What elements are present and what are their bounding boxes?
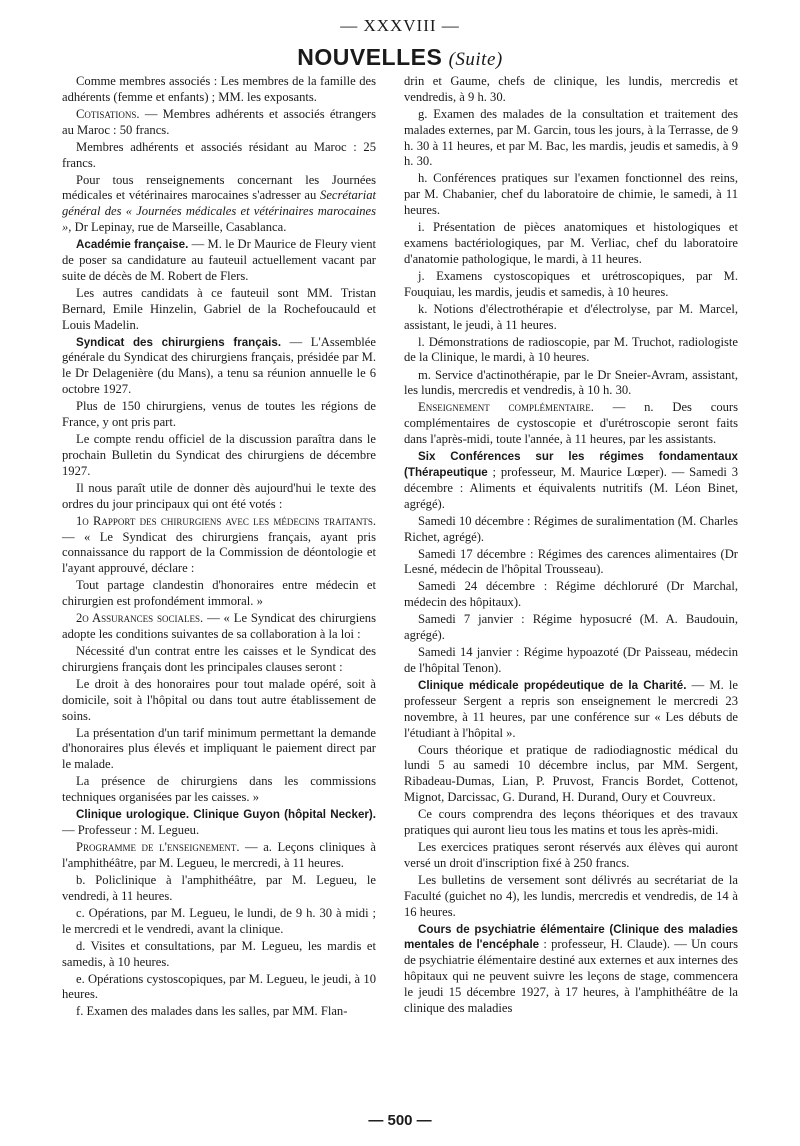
paragraph: d. Visites et consultations, par M. Legueu, les mardis et samedis, à 10 heures. — [62, 938, 376, 969]
paragraph: Il nous paraît utile de donner dès aujourd'hui le texte des ordres du jour principaux qui ont été votés : — [62, 480, 376, 511]
paragraph: 2o Assurances sociales. — « Le Syndicat des chirurgiens adopte les conditions suivantes de sa collaboration à la loi : — [62, 611, 376, 641]
paragraph: Programme de l'enseignement. — a. Leçons cliniques à l'amphithéâtre, par M. Legueu, le mercredi, à 11 heures. — [62, 840, 377, 870]
paragraph: La présence de chirurgiens dans les commissions techniques organisées par les caisses. » — [62, 774, 376, 805]
section-title — [0, 44, 800, 71]
paragraph: Samedi 24 décembre : Régime déchloruré (Dr Marchal, médecin des hôpitaux). — [404, 579, 738, 610]
paragraph: m. Service d'actinothérapie, par le Dr Sneier-Avram, assistant, les lundis, mercredis et vendredis, à 10 h. 30. — [404, 367, 738, 398]
paragraph: Clinique médicale propédeutique de la Charité. — M. le professeur Sergent a repris son enseignement le mercredi 23 novembre, à 11 heures, par une conférence sur « Les débuts de l'étudiant à l'hôpital ». — [404, 678, 738, 740]
paragraph: Comme membres associés : Les membres de la famille des adhérents (femme et enfants) ; MM. les exposants. — [62, 74, 376, 104]
paragraph: g. Examen des malades de la consultation et traitement des malades externes, par M. Garcin, tous les jours, à la Terrasse, de 9 h. 30 à 11 heures, et par M. Bac, les mardis, jeudis et samedis, à 9 h. 30. — [404, 106, 738, 169]
paragraph: Samedi 14 janvier : Régime hypoazoté (Dr Paisseau, médecin de l'hôpital Tenon). — [404, 645, 738, 675]
news-heading: Académie française. — [76, 238, 189, 252]
title-suite: (Suite) — [448, 49, 503, 70]
paragraph: Syndicat des chirurgiens français. — L'Assemblée générale du Syndicat des chirurgiens français, présidée par M. le Dr Delagenière (du Mans), a tenu sa réunion annuelle le 6 octobre 1927. — [62, 334, 376, 397]
paragraph: Nécessité d'un contrat entre les caisses et le Syndicat des chirurgiens français dont les principales clauses seront : — [62, 643, 376, 674]
paragraph: Samedi 10 décembre : Régimes de suralimentation (M. Charles Richet, agrégé). — [404, 513, 738, 544]
paragraph: i. Présentation de pièces anatomiques et histologiques et examens bactériologiques, par M. Verliac, chef du laboratoire d'anatomie pathologique, le mardi, à 11 heures. — [404, 220, 738, 266]
paragraph: Plus de 150 chirurgiens, venus de toutes les régions de France, y ont pris part. — [62, 399, 376, 430]
paragraph: l. Démonstrations de radioscopie, par M. Truchot, radiologiste de la Clinique, le mardi, à 10 heures. — [404, 334, 738, 365]
news-heading: Syndicat des chirurgiens français. — [76, 335, 282, 349]
news-heading: Clinique urologique. Clinique Guyon (hôpital Necker). — [76, 808, 376, 822]
paragraph: f. Examen des malades dans les salles, par MM. Flan- — [76, 1004, 348, 1019]
paragraph: 1o Rapport des chirurgiens avec les médecins traitants. — « Le Syndicat des chirurgiens français, ayant pris connaissance du rapport de la Commission de déontologie et l'ayant approuvé, déclare : — [62, 513, 376, 576]
paragraph: Cours théorique et pratique de radiodiagnostic médical du lundi 5 au samedi 10 décembre inclus, par MM. Sergent, Ribadeau-Dumas, Lian, P. Pruvost, Francis Bordet, Cottenot, Mignot, Darcissac, G. Durand, H. Durand, Oury et Couvreux. — [404, 742, 738, 805]
news-heading: Six Conférences sur les régimes fondamentaux (Thérapeutique — [404, 450, 738, 479]
paragraph: j. Examens cystoscopiques et urétroscopiques, par M. Fouquiau, les mardis, jeudis et samedis, à 10 heures. — [404, 268, 738, 299]
left-column — [62, 74, 376, 1021]
paragraph: drin et Gaume, chefs de clinique, les lundis, mercredis et vendredis, à 9 h. 30. — [404, 74, 738, 104]
paragraph: b. Policlinique à l'amphithéâtre, par M. Legueu, le vendredi, à 11 heures. — [62, 872, 376, 903]
news-heading: Cours de psychiatrie élémentaire (Clinique des maladies mentales de l'encéphale — [404, 922, 738, 952]
roman-page-number: — XXXVIII — — [340, 16, 460, 35]
page-number: — 500 — — [368, 1112, 432, 1129]
paragraph: Académie française. — M. le Dr Maurice de Fleury vient de poser sa candidature au fauteuil actuellement vacant par suite de décès de M. Robert de Flers. — [62, 237, 376, 283]
title-main: NOUVELLES — [297, 44, 443, 70]
paragraph: Membres adhérents et associés résidant au Maroc : 25 francs. — [62, 139, 376, 170]
right-column — [404, 74, 738, 1018]
paragraph: Cours de psychiatrie élémentaire (Clinique des maladies mentales de l'encéphale : professeur, H. Claude). — Un cours de psychiatrie élémentaire destiné aux externes et aux internes des hôpitaux qui ne peuvent suivre les leçons de stage, commencera le jeudi 15 décembre 1927, à 17 heures, à l'amphithéâtre de la clinique des maladies — [404, 922, 738, 1015]
paragraph: Cotisations. — Membres adhérents et associés étrangers au Maroc : 50 francs. — [62, 106, 376, 137]
paragraph: Pour tous renseignements concernant les Journées médicales et vétérinaires marocaines s'adresser au Secrétariat général des « Journées médicales et vétérinaires marocaines », Dr Lepinay, rue de Marseille, Casablanca. — [62, 172, 376, 235]
paragraph: Les autres candidats à ce fauteuil sont MM. Tristan Bernard, Emile Hinzelin, Gabriel de la Rochefoucauld et Louis Madelin. — [62, 285, 376, 332]
paragraph: Les bulletins de versement sont délivrés au secrétariat de la Faculté (guichet no 4), les lundis, mercredis et vendredis, de 14 à 16 heures. — [404, 872, 738, 919]
paragraph: Les exercices pratiques seront réservés aux élèves qui auront versé un droit d'inscription fixé à 250 francs. — [404, 840, 738, 870]
paragraph: c. Opérations, par M. Legueu, le lundi, de 9 h. 30 à midi ; le mercredi et le vendredi, avant la clinique. — [62, 905, 376, 936]
paragraph: Six Conférences sur les régimes fondamentaux (Thérapeutique ; professeur, M. Maurice Lœper). — Samedi 3 décembre : Aliments et équivalents nutritifs (M. Léon Binet, agrégé). — [404, 450, 738, 511]
paragraph: e. Opérations cystoscopiques, par M. Legueu, le jeudi, à 10 heures. — [62, 971, 376, 1002]
news-heading: Clinique médicale propédeutique de la Charité. — [418, 679, 687, 693]
paragraph: Samedi 17 décembre : Régimes des carences alimentaires (Dr Lesné, médecin de l'hôpital Trousseau). — [404, 546, 738, 577]
paragraph: La présentation d'un tarif minimum permettant la demande d'honoraires plus élevés et impliquant le paiement direct par le malade. — [62, 725, 376, 772]
paragraph: Ce cours comprendra des leçons théoriques et des travaux pratiques qui auront lieu tous les matins et tous les après-midi. — [404, 807, 738, 837]
paragraph: h. Conférences pratiques sur l'examen fonctionnel des reins, par M. Chabanier, chef du laboratoire de chimie, le samedi, à 11 heures. — [404, 171, 738, 218]
paragraph: Clinique urologique. Clinique Guyon (hôpital Necker). — Professeur : M. Legueu. — [62, 808, 376, 837]
paragraph: Le droit à des honoraires pour tout malade opéré, soit à domicile, soit à l'hôpital ou dans tout autre établissement de soins. — [62, 676, 376, 723]
paragraph: Samedi 7 janvier : Régime hyposucré (M. A. Baudouin, agrégé). — [404, 612, 738, 643]
paragraph: k. Notions d'électrothérapie et d'électrolyse, par M. Marcel, assistant, le jeudi, à 11 heures. — [404, 301, 738, 332]
paragraph: Le compte rendu officiel de la discussion paraîtra dans le prochain Bulletin du Syndicat des chirurgiens de décembre 1927. — [62, 432, 376, 478]
paragraph: Enseignement complémentaire. — n. Des cours complémentaires de cystoscopie et d'urétroscopie seront faits dans l'après-midi, toute l'année, à 11 heures, par les assistants. — [404, 400, 739, 447]
paragraph: Tout partage clandestin d'honoraires entre médecin et chirurgien est profondément immoral. » — [62, 578, 376, 609]
